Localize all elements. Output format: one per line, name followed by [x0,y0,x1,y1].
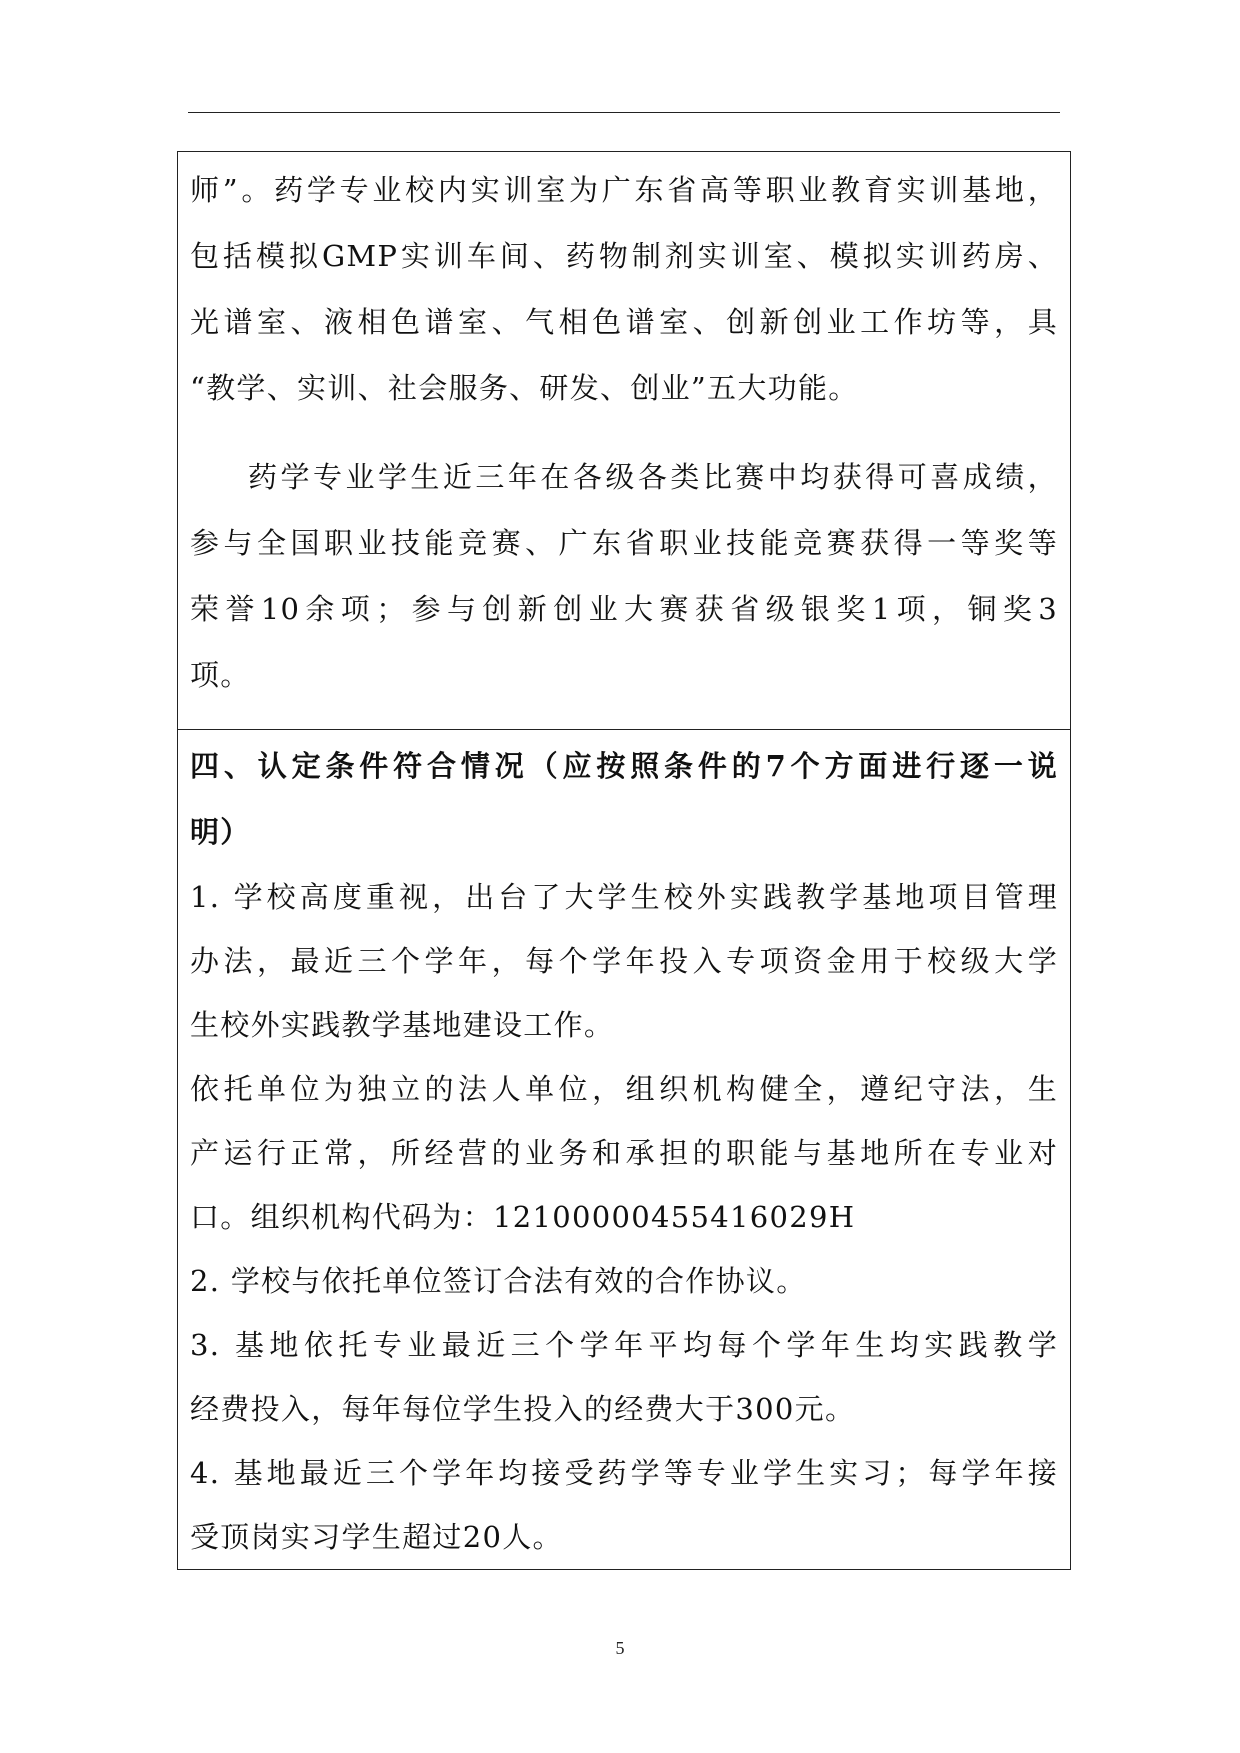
text-line: 1. 学校高度重视，出台了大学生校外实践教学基地项目管理 [190,880,1058,914]
table-row [178,152,1071,730]
section-four-title [190,733,1058,865]
text-line: 2. 学校与依托单位签订合法有效的合作协议。 [190,1264,807,1298]
text-line: 3. 基地依托专业最近三个学年平均每个学年生均实践教学 [190,1328,1058,1362]
host-unit-description [190,1057,1058,1249]
condition-item-4 [190,1441,1058,1569]
text-line: 师”。药学专业校内实训室为广东省高等职业教育实训基地， [190,173,1058,207]
text-line: 参与全国职业技能竞赛、广东省职业技能竞赛获得一等奖等 [190,526,1058,560]
condition-item-3 [190,1313,1058,1441]
section-title-line: 四、认定条件符合情况（应按照条件的7个方面进行逐一说 [190,749,1058,783]
condition-item-2 [190,1249,1058,1313]
text-line: 包括模拟GMP实训车间、药物制剂实训室、模拟实训药房、 [190,239,1058,273]
text-line: 办法，最近三个学年，每个学年投入专项资金用于校级大学 [190,944,1058,978]
section-continuation-cell [178,152,1071,730]
condition-item-1 [190,865,1058,1057]
text-line: 荣誉10余项；参与创新创业大赛获省级银奖1项，铜奖3 [190,592,1058,626]
text-line: 受顶岗实习学生超过20人。 [190,1520,563,1554]
text-line: 依托单位为独立的法人单位，组织机构健全，遵纪守法，生 [190,1072,1058,1106]
text-line: 产运行正常，所经营的业务和承担的职能与基地所在专业对 [190,1136,1058,1170]
text-line: 口。组织机构代码为：12100000455416029H [190,1200,856,1234]
paragraph-competition-results [190,444,1058,708]
text-line: “教学、实训、社会服务、研发、创业”五大功能。 [190,371,859,405]
text-line: 项。 [190,658,251,692]
text-line: 经费投入，每年每位学生投入的经费大于300元。 [190,1392,856,1426]
paragraph-practice-base [190,157,1058,421]
table-row [178,730,1071,1570]
text-line: 光谱室、液相色谱室、气相色谱室、创新创业工作坊等，具 [190,305,1058,339]
text-line: 4. 基地最近三个学年均接受药学等专业学生实习；每学年接 [190,1456,1058,1490]
page-number: 5 [615,1638,625,1658]
paragraph-gap [190,421,1058,444]
document-table [177,151,1071,1570]
header-rule [188,112,1060,113]
section-title-line: 明） [190,815,251,849]
section-four-cell [178,730,1071,1570]
text-line: 生校外实践教学基地建设工作。 [190,1008,615,1042]
text-line: 药学专业学生近三年在各级各类比赛中均获得可喜成绩， [248,460,1058,494]
